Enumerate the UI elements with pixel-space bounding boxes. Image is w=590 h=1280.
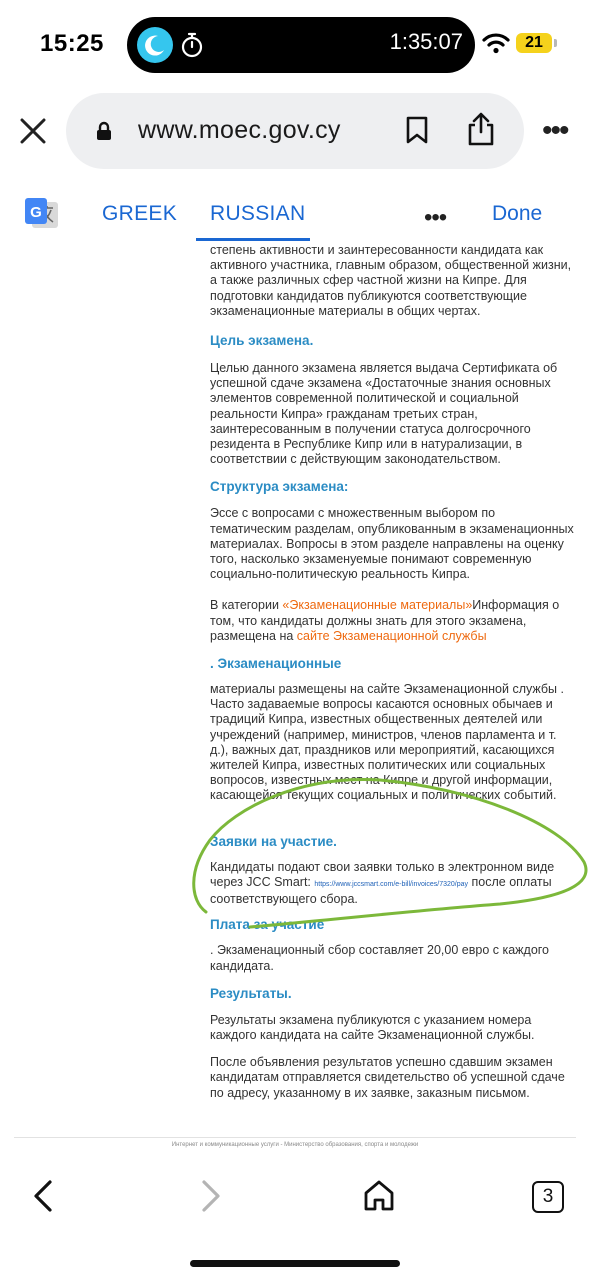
source-language-tab[interactable]: GREEK xyxy=(102,202,178,225)
applications-suffix: после оплаты соответствующего сбора. xyxy=(210,874,552,907)
results-paragraph-2: После объявления результатов успешно сдавшим экзамен кандидатам отправляется свидетельство об успешной сдаче по адресу, указанному в их заявке, заказным письмом. xyxy=(210,1055,565,1100)
dynamic-island[interactable] xyxy=(127,17,475,73)
applications-paragraph xyxy=(210,860,576,908)
home-icon[interactable] xyxy=(362,1178,396,1219)
forward-arrow-icon[interactable] xyxy=(198,1178,224,1219)
google-translate-icon[interactable] xyxy=(24,196,60,237)
structure-heading: Структура экзамена: xyxy=(210,479,349,495)
materials-paragraph: материалы размещены на сайте Экзаменационной службы . Часто задаваемые вопросы касаются основных обычаев и традиций Кипра, известных общественных деятелей или учреждений (например, министров, членов парламента и т. д.), важных дат, праздников или мероприятий, касающихся жителей Кипра, известных политических или социальных вопросов, известных мест на Кипре и другой информации, касающейся текущих социальных и политических событий. xyxy=(210,682,564,803)
sleep-moon-icon xyxy=(137,27,173,63)
exam-materials-link[interactable]: «Экзаменационные материалы» xyxy=(282,598,473,613)
translate-done-button[interactable]: Done xyxy=(492,202,543,225)
share-icon[interactable] xyxy=(466,111,496,152)
svg-text:G: G xyxy=(30,204,42,221)
battery-indicator: 21 xyxy=(516,33,552,53)
target-language-tab[interactable]: RUSSIAN xyxy=(210,202,306,225)
battery-tip xyxy=(554,39,557,47)
url-text[interactable]: www.moec.gov.cy xyxy=(138,116,341,144)
more-options-icon[interactable]: ••• xyxy=(542,114,568,147)
materials-heading: . Экзаменационные xyxy=(210,656,342,672)
structure-paragraph: Эссе с вопросами с множественным выбором по тематическим разделам, опубликованным в экзаменационных материалах. Вопросы в этом разделе направлены на оценку того, насколько экзаменуемые понимают современную социально-политическую реальность Кипра. xyxy=(210,506,574,582)
exam-service-link[interactable]: сайте Экзаменационной службы xyxy=(296,628,487,643)
goal-paragraph: Целью данного экзамена является выдача Сертификата об успешной сдаче экзамена «Достаточные знания основных элементов современной политической и социальной реальности Кипра» гражданам третьих стран, заинтересованным в получении статуса долгосрочного резидента в Республике Кипр или в натурализации, в соответствии с действующим законодательством. xyxy=(210,361,558,467)
live-activity-timer: 1:35:07 xyxy=(389,29,463,54)
footer-text: Интернет и коммуникационные услуги - Министерство образования, спорта и молодежи xyxy=(171,1142,419,1148)
stopwatch-icon xyxy=(179,31,205,64)
applications-heading: Заявки на участие. xyxy=(210,833,337,849)
category-paragraph xyxy=(210,598,576,644)
fee-paragraph: . Экзаменационный сбор составляет 20,00 евро с каждого кандидата. xyxy=(210,943,550,973)
bookmark-icon[interactable] xyxy=(404,115,430,150)
jcc-smart-link[interactable]: https://www.jccsmart.com/e-bill/invoices/7320/pay xyxy=(314,880,469,888)
close-icon[interactable] xyxy=(18,116,48,146)
category-middle: Информация о том, что кандидаты должны знать для этого экзамена, размещена на xyxy=(210,598,560,643)
results-heading: Результаты. xyxy=(210,985,292,1001)
home-indicator[interactable] xyxy=(190,1260,400,1267)
clipped-text-line: степень активности и заинтересованности кандидата как xyxy=(210,243,544,257)
category-prefix: В категории xyxy=(210,598,283,613)
wifi-icon xyxy=(482,32,510,59)
article-content xyxy=(210,243,576,1133)
lock-icon xyxy=(96,121,112,146)
selected-language-indicator xyxy=(196,238,310,241)
back-arrow-icon[interactable] xyxy=(30,1178,56,1219)
fee-heading: Плата за участие xyxy=(210,917,325,933)
results-paragraph-1: Результаты экзамена публикуются с указанием номера каждого кандидата на сайте Экзаменационной службы. xyxy=(210,1012,535,1042)
address-bar[interactable] xyxy=(66,93,524,169)
status-time: 15:25 xyxy=(40,30,104,57)
applications-prefix: Кандидаты подают свои заявки только в электронном виде через JCC Smart: xyxy=(210,859,555,889)
translate-more-icon[interactable]: ••• xyxy=(424,204,447,231)
intro-paragraph: активного участника, главным образом, общественной жизни, а также различных сфер частной жизни на Кипре. Для подготовки кандидатов публикуются соответствующие экзаменационные материалы в общих чертах. xyxy=(210,258,572,318)
footer-divider xyxy=(14,1137,576,1138)
goal-heading: Цель экзамена. xyxy=(210,333,314,349)
tabs-button[interactable]: 3 xyxy=(532,1181,564,1213)
